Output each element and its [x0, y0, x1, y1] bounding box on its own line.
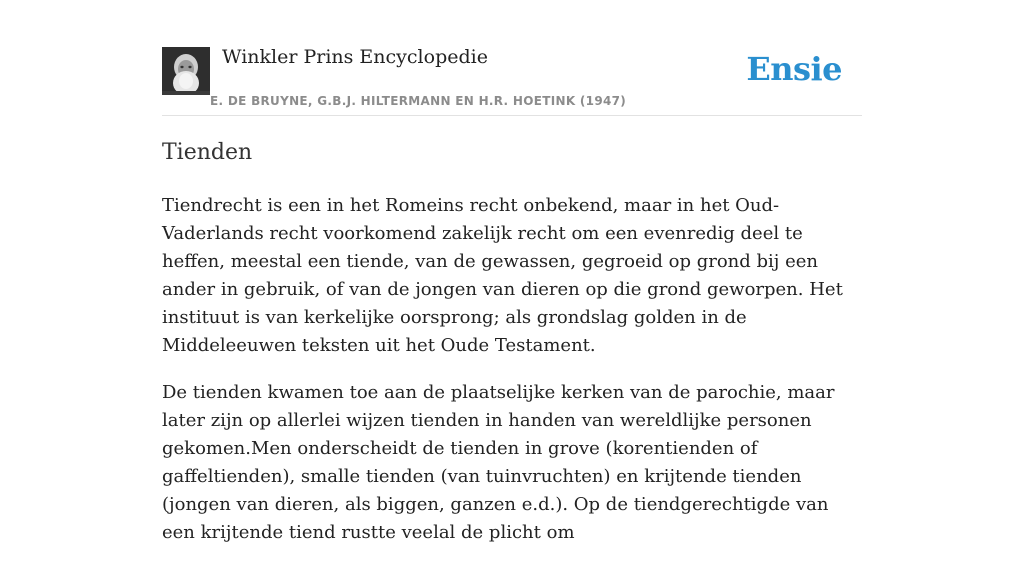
- article-title: Tienden: [162, 140, 253, 165]
- document-page: [162, 0, 862, 543]
- article-body: [162, 192, 862, 566]
- source-title[interactable]: Winkler Prins Encyclopedie: [222, 46, 488, 68]
- ensie-logo[interactable]: Ensie: [746, 50, 842, 88]
- article-paragraph: Tiendrecht is een in het Romeins recht onbekend, maar in het Oud-Vaderlands recht voorkomend zakelijk recht om een evenredig deel te heffen, meestal een tiende, van de gewassen, gegroeid op grond bij een ander in gebruik, of van de jongen van dieren op die grond geworpen. Het instituut is van kerkelijke oorsprong; als grondslag golden in de Middeleeuwen teksten uit het Oude Testament.: [162, 195, 843, 356]
- portrait-avatar-icon: [162, 47, 210, 95]
- source-header: [162, 0, 862, 116]
- article-paragraph: De tienden kwamen toe aan de plaatselijke kerken van de parochie, maar later zijn op allerlei wijzen tienden in handen van wereldlijke personen gekomen.Men onderscheidt de tienden in grove (korentienden of gaffeltienden), smalle tienden (van tuinvruchten) en krijtende tienden (jongen van dieren, als biggen, ganzen e.d.). Op de tiendgerechtigde van een krijtende tiend rustte veelal de plicht om: [162, 382, 835, 543]
- source-authors: E. DE BRUYNE, G.B.J. HILTERMANN EN H.R. HOETINK (1947): [210, 94, 627, 108]
